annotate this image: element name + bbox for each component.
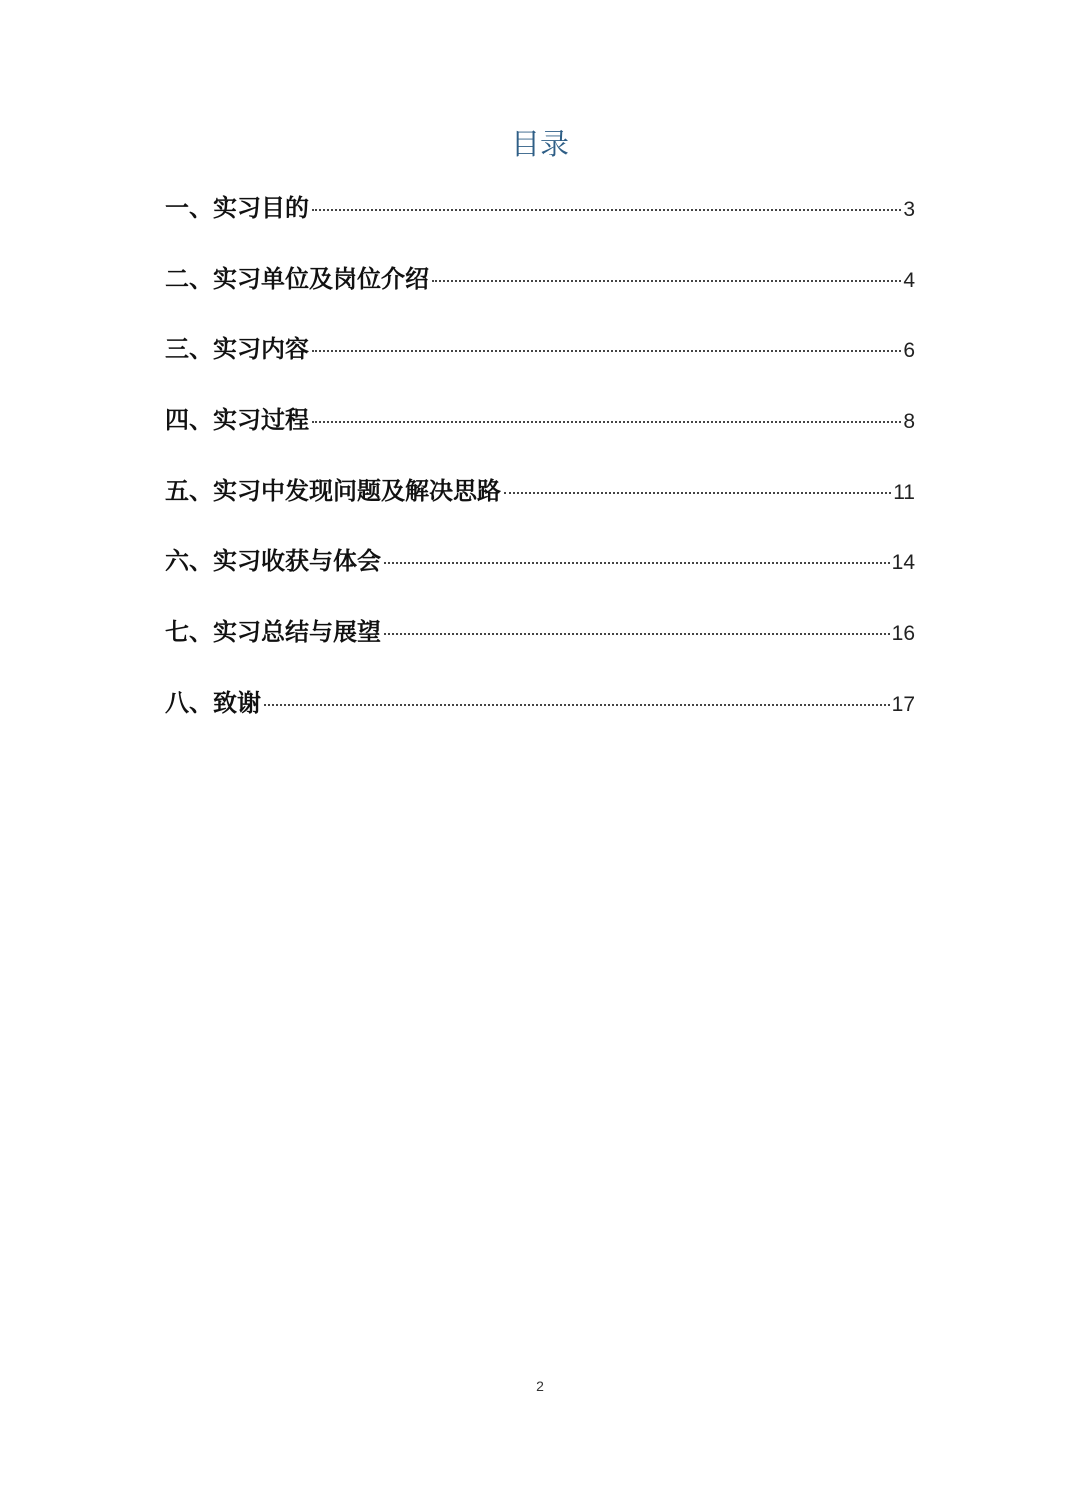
toc-entry-label: 二、实习单位及岗位介绍 <box>165 264 429 293</box>
toc-entry-label: 五、实习中发现问题及解决思路 <box>165 476 501 505</box>
toc-entry[interactable] <box>165 186 915 257</box>
toc-entry-page: 4 <box>903 268 915 292</box>
toc-entry[interactable] <box>165 327 915 398</box>
toc-entry-page: 14 <box>891 551 915 575</box>
toc-list <box>165 186 915 752</box>
toc-entry-page: 3 <box>903 198 915 221</box>
toc-dot-leader <box>504 492 891 494</box>
toc-dot-leader <box>312 421 901 423</box>
toc-dot-leader <box>384 633 890 635</box>
toc-dot-leader <box>312 209 901 211</box>
toc-entry-page: 11 <box>893 480 915 504</box>
toc-entry-label: 六、实习收获与体会 <box>165 547 381 576</box>
toc-entry[interactable] <box>165 681 915 752</box>
toc-entry[interactable] <box>165 539 915 610</box>
toc-entry[interactable] <box>165 398 915 469</box>
toc-entry-page: 6 <box>903 339 915 363</box>
toc-dot-leader <box>264 704 890 706</box>
toc-title: 目录 <box>510 127 569 161</box>
toc-entry-page: 8 <box>903 410 915 434</box>
toc-entry-label: 一、实习目的 <box>165 194 309 222</box>
toc-dot-leader <box>384 562 890 564</box>
page-number: 2 <box>536 1378 544 1394</box>
toc-entry-label: 七、实习总结与展望 <box>165 618 381 647</box>
toc-dot-leader <box>312 350 901 352</box>
toc-entry-label: 八、致谢 <box>165 688 261 717</box>
toc-entry[interactable] <box>165 610 915 681</box>
toc-entry-label: 四、实习过程 <box>165 406 309 435</box>
toc-entry-page: 16 <box>891 622 915 646</box>
toc-entry-label: 三、实习内容 <box>165 335 309 364</box>
toc-entry[interactable] <box>165 469 915 540</box>
toc-entry-page: 17 <box>891 692 915 716</box>
toc-dot-leader <box>432 280 901 282</box>
toc-entry[interactable] <box>165 257 915 328</box>
